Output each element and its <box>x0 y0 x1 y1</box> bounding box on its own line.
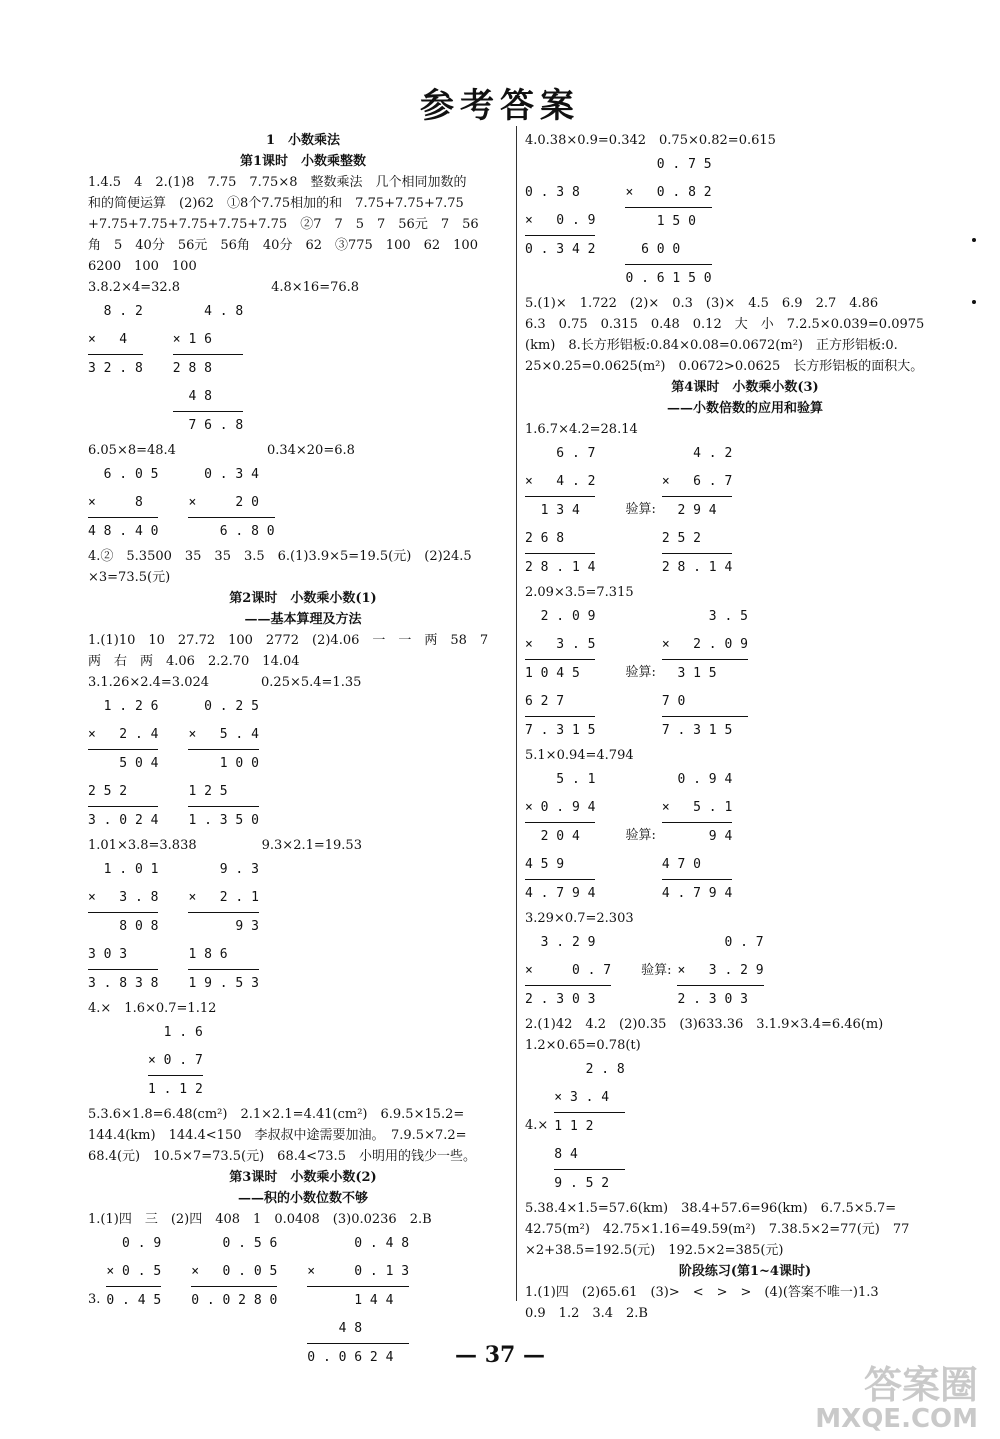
section-heading: 1 小数乘法 <box>265 133 341 148</box>
calc-line: 7 6 . 8 <box>172 418 244 433</box>
calc-line: 0 . 5 6 <box>191 1236 278 1251</box>
calc-line: 6 2 7 <box>525 688 595 717</box>
calc-line: 1 5 0 <box>625 214 696 229</box>
vertical-calculation <box>88 298 143 383</box>
vertical-calculation <box>525 929 611 1014</box>
calc-line: 1 9 . 5 3 <box>188 976 259 991</box>
answer-line: 3.29×0.7=2.303 <box>525 911 634 926</box>
calc-line: × 0 . 7 <box>525 957 611 986</box>
vertical-calculation <box>662 603 748 745</box>
answer-line: 1.4.5 4 2.(1)8 7.75 7.75×8 整数乘法 几个相同加数的 <box>88 175 467 190</box>
answer-line: 5.3.6×1.8=6.48(cm²) 2.1×2.1=4.41(cm²) 6.9.5×15.2= <box>88 1107 465 1122</box>
calc-line: 6 0 0 <box>625 236 711 265</box>
vertical-calculation <box>88 461 158 546</box>
answer-line: 两 右 两 4.06 2.2.70 14.04 <box>88 654 300 669</box>
answer-line: 角 5 40分 56元 56角 40分 62 ③775 100 62 100 <box>88 238 478 253</box>
answer-line: ×3=73.5(元) <box>88 570 171 585</box>
calc-line: 2 8 . 1 4 <box>661 560 733 575</box>
calc-line: × 5 . 4 <box>188 721 258 750</box>
page-number: — 37 — <box>455 1342 545 1368</box>
answer-line: 2.(1)42 4.2 (2)0.35 (3)633.36 3.1.9×3.4=6.46(m) <box>525 1017 884 1032</box>
answer-line: ×2+38.5=192.5(元) 192.5×2=385(元) <box>525 1243 784 1258</box>
calc-line: 1 3 4 <box>525 503 580 518</box>
vertical-calculation <box>662 440 732 582</box>
page-title: 参考答案 <box>420 86 580 126</box>
calc-line: 6 . 7 <box>525 446 596 461</box>
calc-line: × 0 . 1 3 <box>307 1258 409 1287</box>
calc-line: × 4 . 2 <box>525 468 595 497</box>
calc-line: 1 . 3 5 0 <box>188 813 259 828</box>
calc-line: 1 8 6 <box>188 941 258 970</box>
answer-line: 1.01×3.8=3.838 9.3×2.1=19.53 <box>88 838 362 853</box>
section-heading: 第4课时 小数乘小数(3) <box>671 380 819 395</box>
vertical-calculation <box>191 1230 277 1315</box>
calc-line: × 0 . 0 5 <box>191 1258 277 1287</box>
calc-line: 2 8 . 1 4 <box>525 560 596 575</box>
vertical-calc-row <box>88 461 518 546</box>
calc-line: 3 . 8 3 8 <box>88 976 159 991</box>
check-label: 验算: <box>625 665 656 680</box>
calc-line: 2 8 8 <box>172 361 212 376</box>
calc-line: 3 1 5 <box>661 666 717 681</box>
calc-line: 5 0 4 <box>88 756 159 771</box>
calc-line: × 5 . 1 <box>662 794 732 823</box>
vertical-calc-row <box>525 766 965 908</box>
calc-line: 1 . 1 2 <box>148 1082 203 1097</box>
vertical-calc-row <box>525 1056 965 1198</box>
calc-line: 4 8 . 4 0 <box>88 524 159 539</box>
answer-line: 68.4(元) 10.5×7=73.5(元) 68.4<73.5 小明用的钱少一些。 <box>88 1149 476 1164</box>
calc-line: 3 . 0 2 4 <box>88 813 159 828</box>
calc-line: 7 . 3 1 5 <box>661 723 733 738</box>
calc-line: × 0 . 7 <box>148 1047 203 1076</box>
calc-line: × 0 . 5 <box>106 1258 161 1287</box>
vertical-calc-row <box>525 440 965 582</box>
answer-line: 6.3 0.75 0.315 0.48 0.12 大 小 7.2.5×0.039=0.0975 <box>525 317 925 332</box>
check-label: 验算: <box>641 963 672 978</box>
vertical-calculation <box>525 603 595 745</box>
calc-line: × 8 <box>88 489 158 518</box>
calc-line: 1 4 4 <box>307 1293 394 1308</box>
calc-line: 1 0 4 5 <box>525 666 580 681</box>
calc-line: × 2 . 4 <box>88 721 158 750</box>
section-heading: 阶段练习(第1~4课时) <box>678 1264 812 1279</box>
answer-line: 1.(1)四 三 (2)四 408 1 0.0408 (3)0.0236 2.B <box>88 1212 432 1227</box>
calc-line: 2 . 8 <box>554 1062 625 1077</box>
calc-line: 4 7 0 <box>662 851 732 880</box>
calc-line: 7 0 <box>662 688 748 717</box>
answer-line: 6.05×8=48.4 0.34×20=6.8 <box>88 443 355 458</box>
vertical-calculation <box>188 461 274 546</box>
vertical-calc-row <box>525 603 965 745</box>
answer-line: 6200 100 100 <box>88 259 197 274</box>
calc-line: 3 . 2 9 <box>525 935 596 950</box>
vertical-calculation <box>525 766 595 908</box>
vertical-calculation <box>677 929 763 1014</box>
calc-line: × 2 . 1 <box>188 884 258 913</box>
calc-line: 9 3 <box>188 919 259 934</box>
calc-line: × 3 . 8 <box>88 884 158 913</box>
answer-line: 5.(1)× 1.722 (2)× 0.3 (3)× 4.5 6.9 2.7 4.86 <box>525 296 879 311</box>
answer-line: 144.4(km) 144.4<150 李叔叔中途需要加油。 7.9.5×7.2= <box>88 1128 467 1143</box>
vertical-calculation <box>188 693 258 835</box>
answer-line: 3.8.2×4=32.8 4.8×16=76.8 <box>88 280 360 295</box>
vertical-calculation <box>173 298 243 440</box>
section-heading: 第3课时 小数乘小数(2) <box>229 1170 377 1185</box>
check-label: 验算: <box>625 828 656 843</box>
answer-line: 42.75(m²) 42.75×1.16=49.59(m²) 7.38.5×2=77(元) 77 <box>525 1222 910 1237</box>
calc-line: 7 . 3 1 5 <box>525 723 596 738</box>
calc-line: 0 . 6 1 5 0 <box>625 271 712 286</box>
section-heading: ——积的小数位数不够 <box>237 1191 368 1206</box>
calc-line: × 0 . 9 4 <box>525 794 595 823</box>
vertical-calculation <box>88 856 158 998</box>
calc-line: × 3 . 5 <box>525 631 595 660</box>
vertical-calculation <box>625 151 711 293</box>
section-heading: ——小数倍数的应用和验算 <box>666 401 823 416</box>
calc-line: 0 . 3 4 <box>188 467 259 482</box>
calc-line: 8 0 8 <box>88 919 159 934</box>
answer-line: 2.09×3.5=7.315 <box>525 585 634 600</box>
calc-line: 9 . 3 <box>188 862 259 877</box>
vertical-calc-row <box>88 693 518 835</box>
section-heading: 第2课时 小数乘小数(1) <box>229 591 377 606</box>
calc-line: 8 4 <box>554 1141 624 1170</box>
calc-line: × 3 . 2 9 <box>677 957 763 986</box>
calc-line: 1 1 2 <box>554 1119 594 1134</box>
calc-line: 2 6 8 <box>525 525 595 554</box>
answer-line: 1.(1)10 10 27.72 100 2772 (2)4.06 一 一 两 58 7 <box>88 633 489 648</box>
calc-line: 3 2 . 8 <box>88 361 143 376</box>
answer-line: 3.1.26×2.4=3.024 0.25×5.4=1.35 <box>88 675 362 690</box>
calc-line: 1 2 5 <box>188 778 258 807</box>
answer-line: (km) 8.长方形铝板:0.84×0.08=0.0672(m²) 正方形铝板:0. <box>525 338 898 353</box>
calc-line: 0 . 4 8 <box>307 1236 410 1251</box>
calc-line: 1 . 6 <box>148 1025 203 1040</box>
calc-line: 3 0 3 <box>88 941 158 970</box>
calc-line: 2 0 4 <box>525 829 580 844</box>
calc-line: 0 . 9 4 <box>661 772 733 787</box>
watermark-logo-text: 答案圈 <box>863 1363 978 1407</box>
vertical-calc-row <box>525 929 965 1014</box>
answer-line: 0.9 1.2 3.4 2.B <box>525 1306 648 1321</box>
right-column <box>525 130 965 1324</box>
calc-line: 0 . 4 5 <box>106 1293 162 1308</box>
vertical-calculation <box>188 856 258 998</box>
calc-line: 2 . 3 0 3 <box>677 992 748 1007</box>
calc-line: 1 . 0 1 <box>88 862 159 877</box>
calc-line: 1 0 0 <box>188 756 259 771</box>
item-label: 4.× <box>525 1118 549 1133</box>
section-heading: ——基本算理及方法 <box>244 612 362 627</box>
calc-line: 2 9 4 <box>661 503 717 518</box>
calc-line: 4 . 7 9 4 <box>525 886 596 901</box>
calc-line: 4 . 2 <box>661 446 733 461</box>
calc-line: 4 8 <box>307 1315 409 1344</box>
calc-line: 4 5 9 <box>525 851 595 880</box>
check-label: 验算: <box>625 502 656 517</box>
calc-line: 0 . 2 5 <box>188 699 259 714</box>
calc-line: × 6 . 7 <box>662 468 732 497</box>
vertical-calculation <box>148 1019 203 1104</box>
answer-line: 4.0.38×0.9=0.342 0.75×0.82=0.615 <box>525 133 776 148</box>
watermark-url: MXQE.COM <box>815 1404 978 1434</box>
calc-line: 4 . 7 9 4 <box>661 886 733 901</box>
vertical-calculation <box>662 766 732 908</box>
answer-line: 1.2×0.65=0.78(t) <box>525 1038 641 1053</box>
calc-line: 6 . 0 5 <box>88 467 159 482</box>
calc-line: 8 . 2 <box>88 304 143 319</box>
section-heading: 第1课时 小数乘整数 <box>239 154 367 169</box>
answer-line: +7.75+7.75+7.75+7.75+7.75 ②7 7 5 7 56元 7 56 <box>88 217 479 232</box>
answer-line: 5.38.4×1.5=57.6(km) 38.4+57.6=96(km) 6.7.5×5.7= <box>525 1201 897 1216</box>
margin-dot <box>972 238 976 242</box>
item-label: 3. <box>88 1292 101 1307</box>
calc-line: 2 . 0 9 <box>525 609 596 624</box>
calc-line: × 0 . 9 <box>525 207 595 236</box>
calc-line: 2 5 2 <box>662 525 732 554</box>
vertical-calc-row <box>88 298 518 440</box>
vertical-calculation <box>525 151 595 264</box>
calc-line: 2 5 2 <box>88 778 158 807</box>
calc-line: 1 . 2 6 <box>88 699 159 714</box>
vertical-calc-row <box>525 151 965 293</box>
calc-line: 0 . 0 6 2 4 <box>307 1350 394 1365</box>
calc-line: 2 . 3 0 3 <box>525 992 596 1007</box>
vertical-calculation <box>88 693 158 835</box>
calc-line: × 0 . 8 2 <box>625 179 711 208</box>
calc-line: 4 8 <box>173 383 243 412</box>
calc-line: × 1 6 <box>173 326 243 355</box>
calc-line: 4 . 8 <box>172 304 244 319</box>
vertical-calculation <box>525 440 595 582</box>
answer-line: 1.6.7×4.2=28.14 <box>525 422 638 437</box>
calc-line <box>525 151 595 179</box>
calc-line: × 4 <box>88 326 143 355</box>
vertical-calc-row <box>88 856 518 998</box>
calc-line: 9 . 5 2 <box>554 1176 610 1191</box>
answer-line: 25×0.25=0.0625(m²) 0.0672>0.0625 长方形铝板的面积大。 <box>525 359 924 374</box>
vertical-calculation <box>106 1230 161 1315</box>
calc-line: × 2 . 0 9 <box>662 631 748 660</box>
vertical-calc-row <box>88 1019 518 1104</box>
calc-line: 0 . 9 <box>106 1236 162 1251</box>
margin-dot <box>972 300 976 304</box>
calc-line: 3 . 5 <box>661 609 748 624</box>
answer-line: 和的简便运算 (2)62 ①8个7.75相加的和 7.75+7.75+7.75 <box>88 196 464 211</box>
vertical-calculation <box>554 1056 624 1198</box>
calc-line: 0 . 3 8 <box>525 185 580 200</box>
calc-line: 0 . 0 2 8 0 <box>191 1293 278 1308</box>
calc-line: 6 . 8 0 <box>188 524 275 539</box>
answer-line: 1.(1)四 (2)65.61 (3)> < > > (4)(答案不唯一)1.3 <box>525 1285 879 1300</box>
calc-line: 0 . 7 5 <box>625 157 712 172</box>
calc-line: × 2 0 <box>188 489 274 518</box>
answer-line: 4.× 1.6×0.7=1.12 <box>88 1001 217 1016</box>
answer-line: 4.② 5.3500 35 35 3.5 6.(1)3.9×5=19.5(元) (2)24.5 <box>88 549 472 564</box>
calc-line: 5 . 1 <box>525 772 596 787</box>
calc-line: × 3 . 4 <box>554 1084 624 1113</box>
calc-line: 9 4 <box>661 829 733 844</box>
answer-line: 5.1×0.94=4.794 <box>525 748 634 763</box>
watermark <box>815 1365 978 1433</box>
calc-line: 0 . 3 4 2 <box>525 242 596 257</box>
calc-line: 0 . 7 <box>677 935 764 950</box>
left-column <box>88 130 518 1372</box>
